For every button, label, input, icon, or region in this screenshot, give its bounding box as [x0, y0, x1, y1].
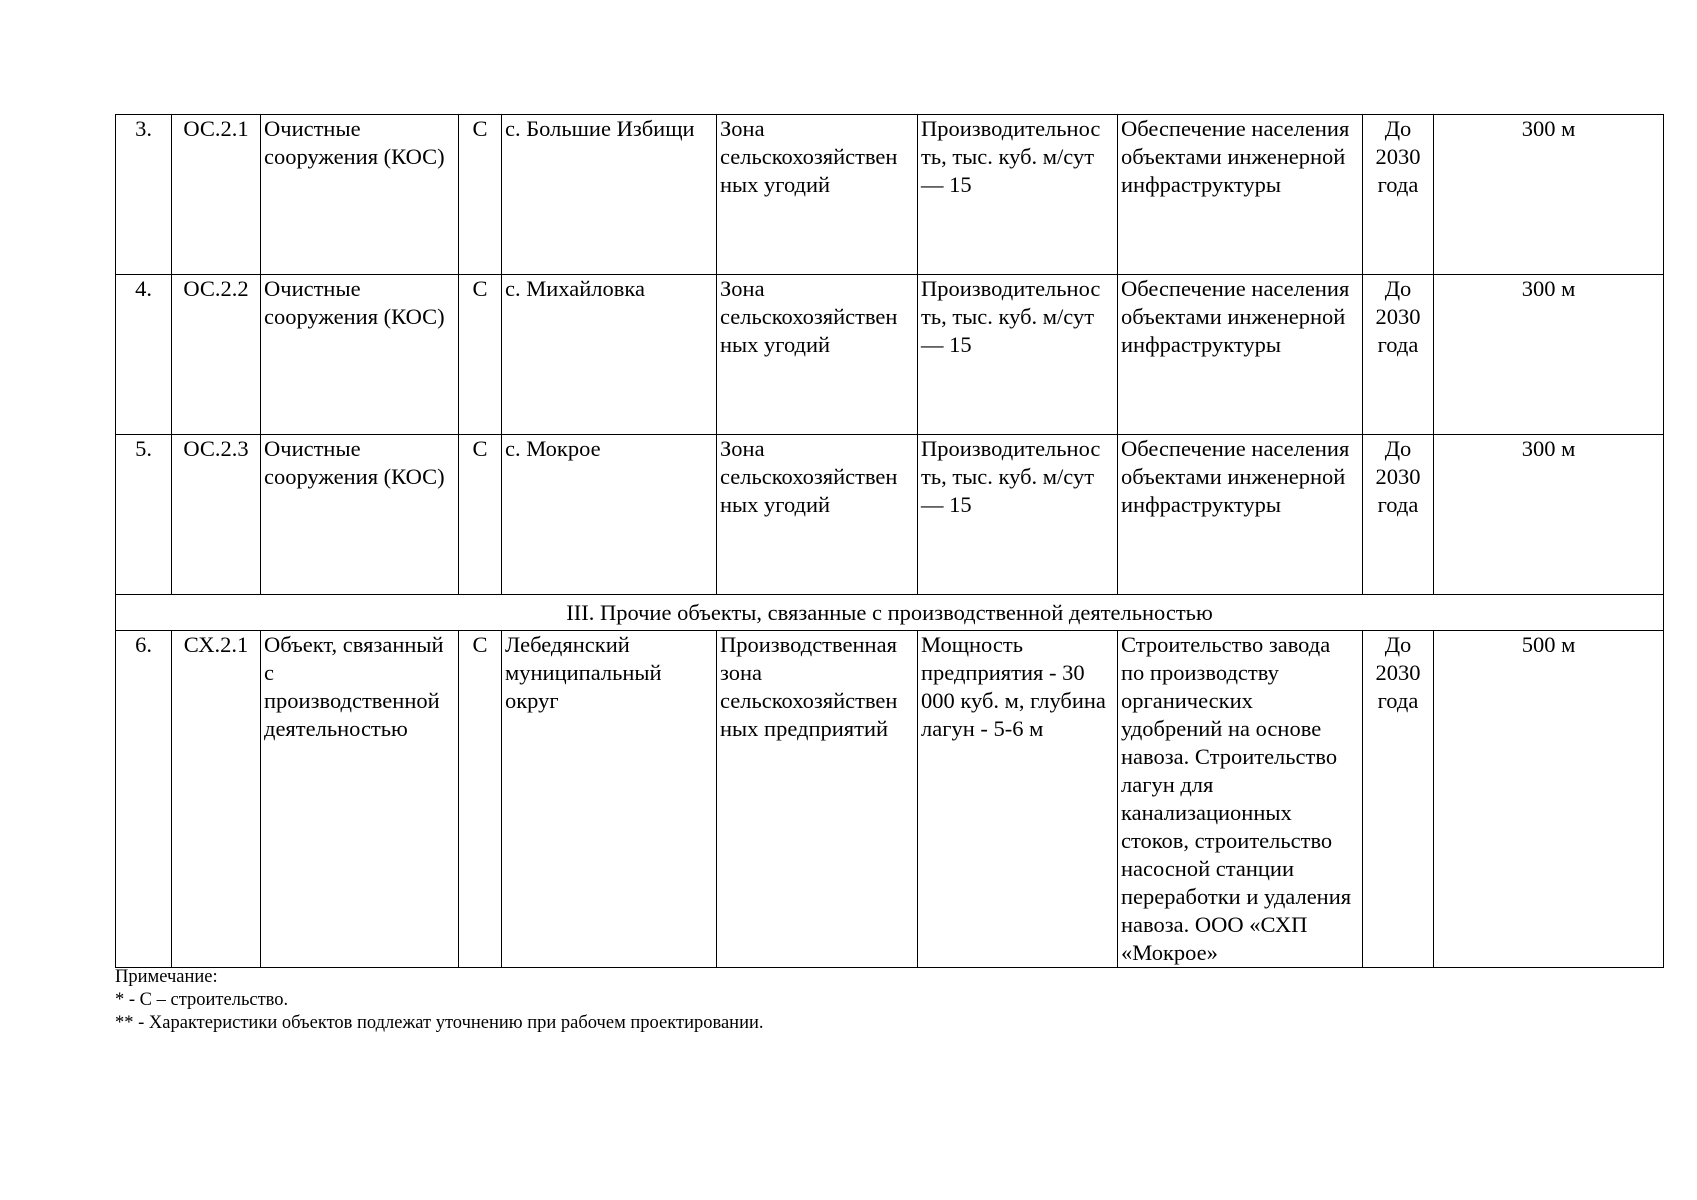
- functional-zone: Зона сельскохозяйствен ных угодий: [717, 115, 918, 275]
- object-code: ОС.2.2: [172, 275, 261, 435]
- section-header-row: [116, 595, 1664, 631]
- object-characteristics: Мощность предприятия - 30 000 куб. м, глубина лагун - 5-6 м: [918, 631, 1118, 968]
- object-purpose: Обеспечение населения объектами инженерной инфраструктуры: [1118, 435, 1363, 595]
- object-type: С: [459, 115, 502, 275]
- object-name: Очистные сооружения (КОС): [261, 435, 459, 595]
- object-type: С: [459, 275, 502, 435]
- protection-zone-distance: 300 м: [1434, 275, 1664, 435]
- objects-table: [115, 114, 1664, 968]
- object-location: с. Михайловка: [502, 275, 717, 435]
- object-location: с. Большие Избищи: [502, 115, 717, 275]
- object-code: СХ.2.1: [172, 631, 261, 968]
- object-code: ОС.2.3: [172, 435, 261, 595]
- table-row: [116, 275, 1664, 435]
- note-construction: * - С – строительство.: [115, 990, 289, 1010]
- note-characteristics: ** - Характеристики объектов подлежат уточнению при рабочем проектировании.: [115, 1013, 764, 1033]
- object-characteristics: Производительнос ть, тыс. куб. м/сут — 15: [918, 435, 1118, 595]
- object-code: ОС.2.1: [172, 115, 261, 275]
- table-row: [116, 631, 1664, 968]
- notes-title: Примечание:: [115, 967, 218, 987]
- object-name: Очистные сооружения (КОС): [261, 115, 459, 275]
- document-table-container: [115, 114, 1663, 968]
- object-type: С: [459, 435, 502, 595]
- functional-zone: Зона сельскохозяйствен ных угодий: [717, 435, 918, 595]
- row-number: 3.: [116, 115, 172, 275]
- object-characteristics: Производительнос ть, тыс. куб. м/сут — 15: [918, 275, 1118, 435]
- object-purpose: Обеспечение населения объектами инженерной инфраструктуры: [1118, 115, 1363, 275]
- protection-zone-distance: 500 м: [1434, 631, 1664, 968]
- table-row: [116, 435, 1664, 595]
- object-name: Объект, связанный с производственной деятельностью: [261, 631, 459, 968]
- section-title: III. Прочие объекты, связанные с производственной деятельностью: [116, 595, 1664, 631]
- object-purpose: Обеспечение населения объектами инженерной инфраструктуры: [1118, 275, 1363, 435]
- row-number: 4.: [116, 275, 172, 435]
- object-purpose: Строительство завода по производству органических удобрений на основе навоза. Строительство лагун для канализационных стоков, строительство насосной станции переработки и удаления навоза. ООО «СХП «Мокрое»: [1118, 631, 1363, 968]
- functional-zone: Производственная зона сельскохозяйствен ных предприятий: [717, 631, 918, 968]
- implementation-term: До 2030 года: [1363, 275, 1434, 435]
- table-row: [116, 115, 1664, 275]
- functional-zone: Зона сельскохозяйствен ных угодий: [717, 275, 918, 435]
- object-location: Лебедянский муниципальный округ: [502, 631, 717, 968]
- object-name: Очистные сооружения (КОС): [261, 275, 459, 435]
- object-type: С: [459, 631, 502, 968]
- protection-zone-distance: 300 м: [1434, 115, 1664, 275]
- object-characteristics: Производительнос ть, тыс. куб. м/сут — 15: [918, 115, 1118, 275]
- protection-zone-distance: 300 м: [1434, 435, 1664, 595]
- row-number: 6.: [116, 631, 172, 968]
- row-number: 5.: [116, 435, 172, 595]
- table-notes: [115, 966, 764, 1035]
- implementation-term: До 2030 года: [1363, 435, 1434, 595]
- object-location: с. Мокрое: [502, 435, 717, 595]
- implementation-term: До 2030 года: [1363, 631, 1434, 968]
- implementation-term: До 2030 года: [1363, 115, 1434, 275]
